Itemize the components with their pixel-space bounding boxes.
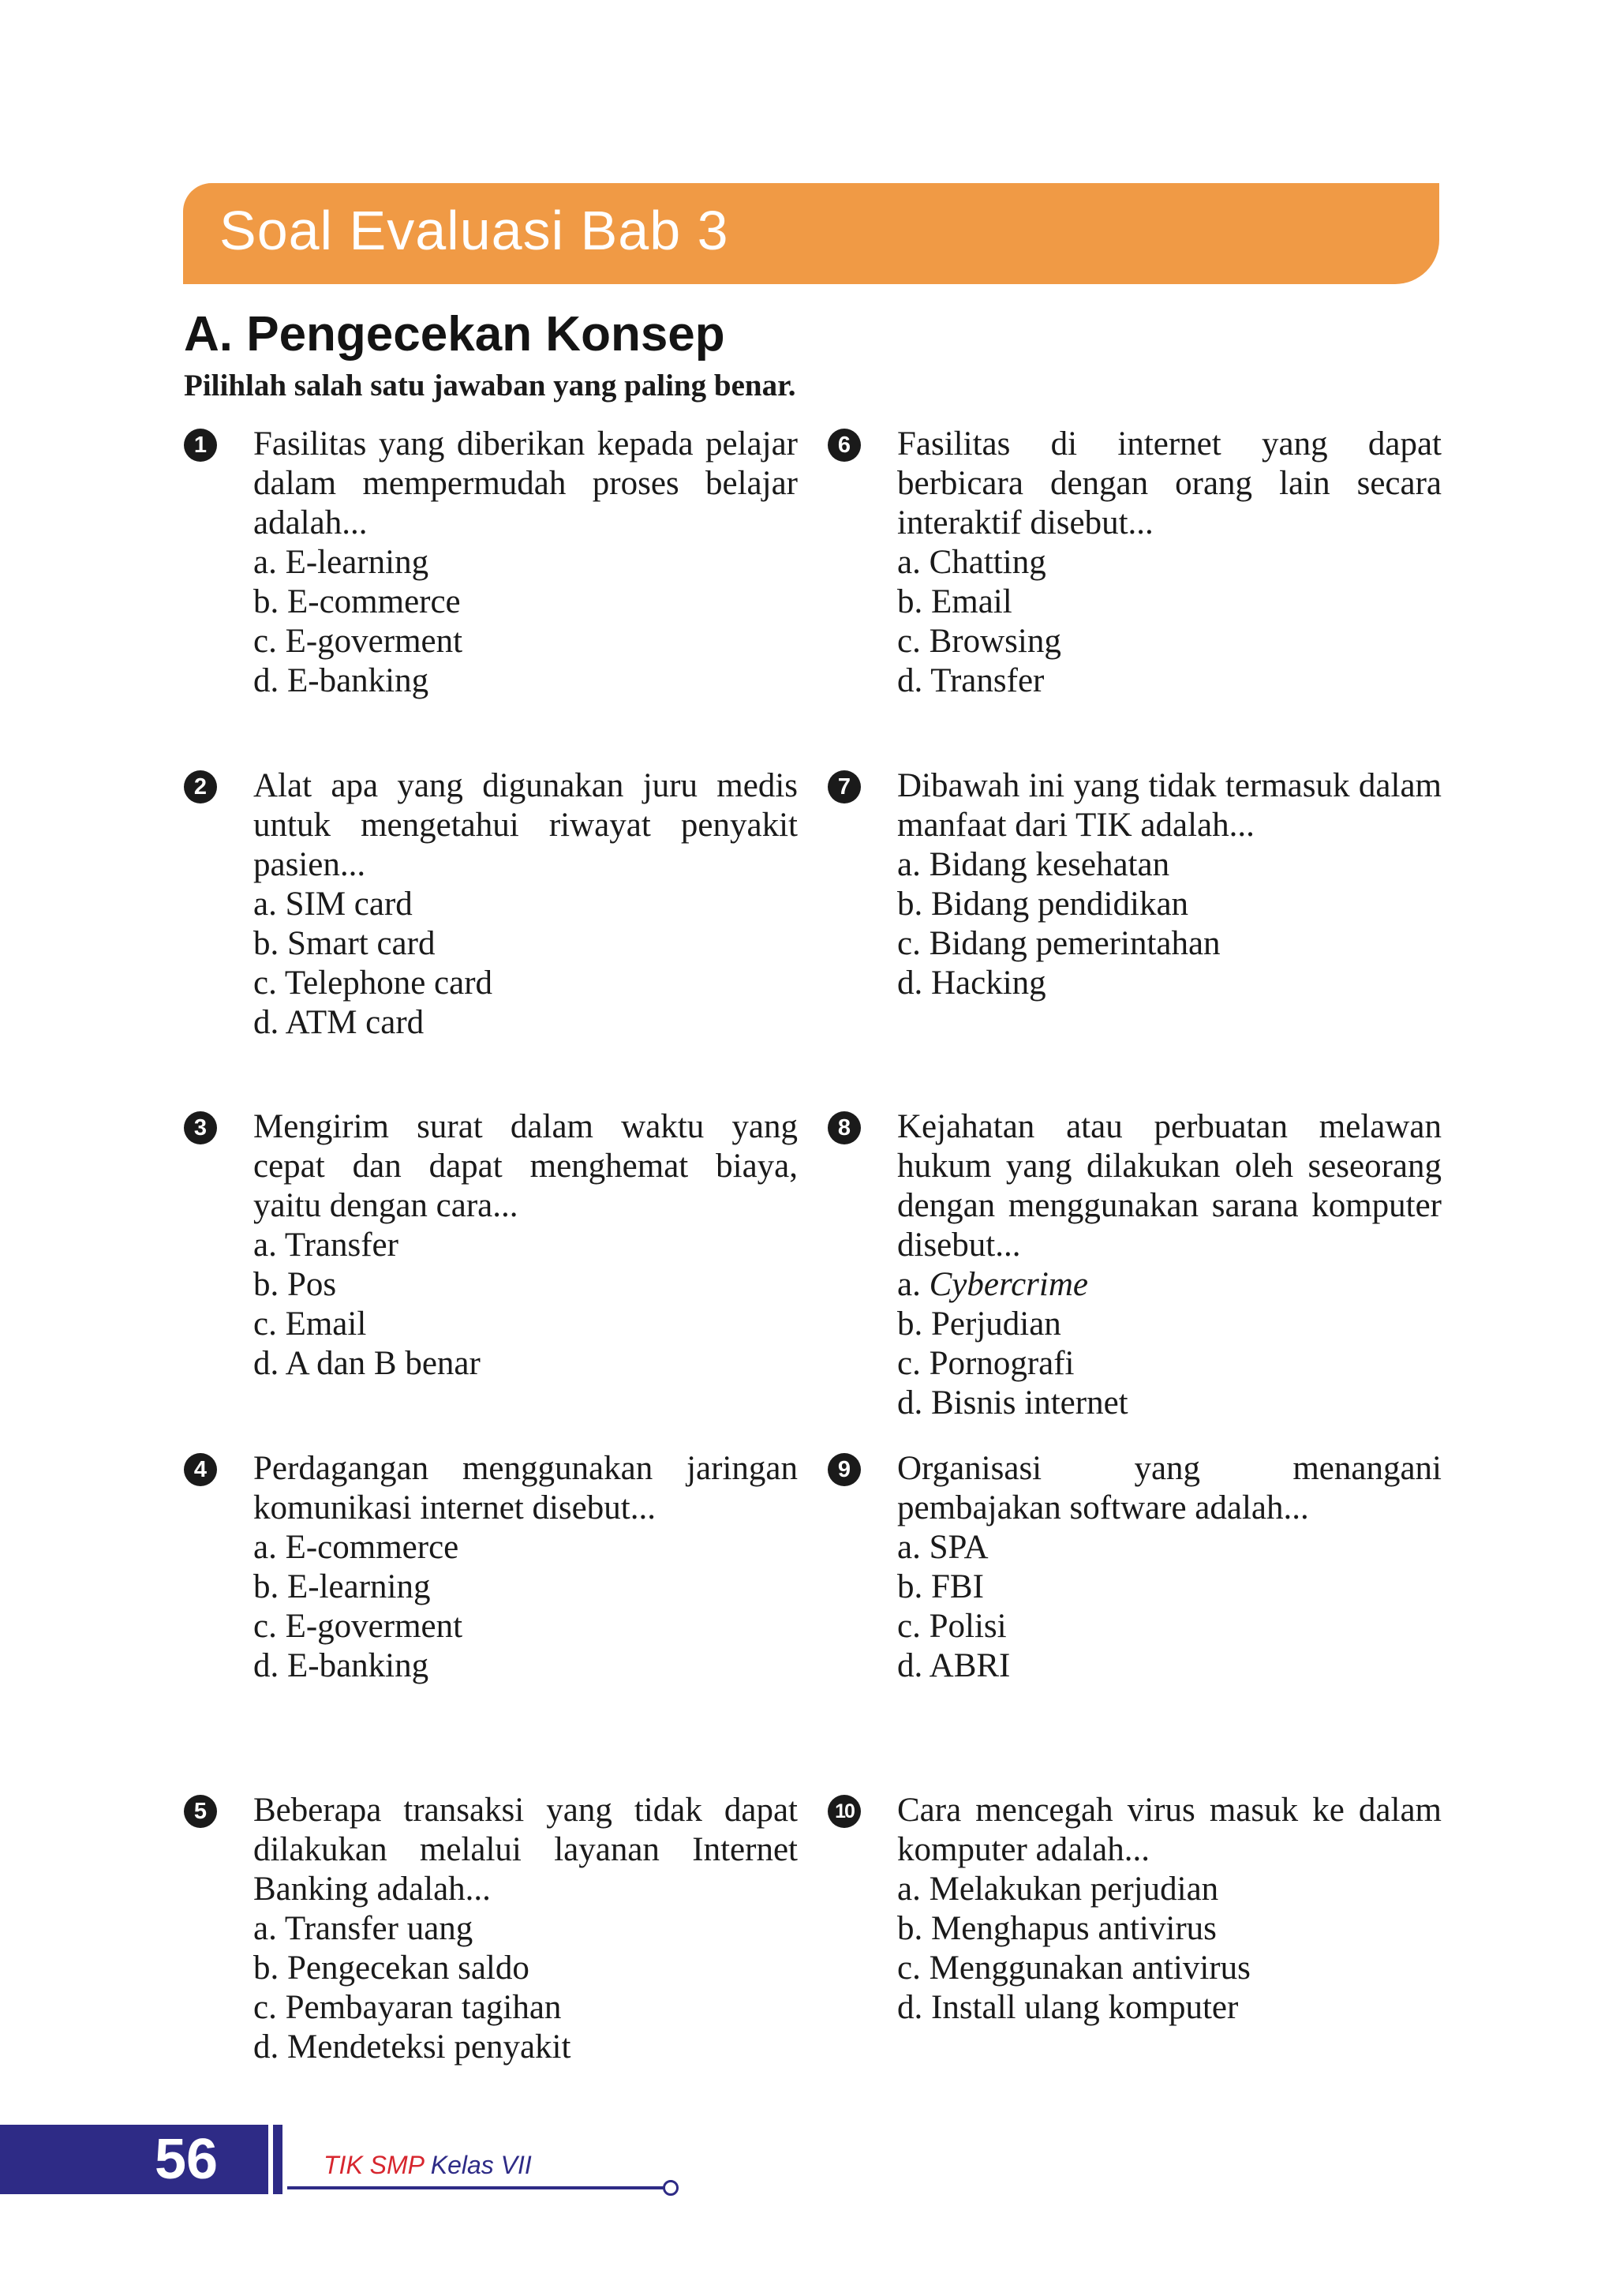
question-stem: Perdagangan menggunakan jaringan komunikasi internet disebut... (253, 1450, 798, 1526)
option-text: Transfer uang (284, 1910, 473, 1947)
option-d[interactable] (253, 1646, 798, 1686)
option-text: Smart card (287, 925, 436, 962)
option-text: Email (931, 583, 1012, 620)
option-a[interactable] (897, 1870, 1442, 1909)
option-text: E-banking (287, 662, 429, 699)
option-b[interactable] (253, 1265, 798, 1305)
option-c[interactable] (253, 1607, 798, 1646)
option-text: E-goverment (285, 623, 463, 660)
option-text: E-learning (287, 1568, 431, 1605)
option-letter: b. (897, 1910, 923, 1947)
question-4 (193, 1449, 798, 1686)
option-letter: d. (253, 1345, 279, 1382)
option-a[interactable] (253, 1226, 798, 1265)
option-c[interactable] (897, 1949, 1442, 1988)
footer-underline (287, 2186, 666, 2189)
option-letter: c. (897, 1608, 921, 1645)
option-b[interactable] (897, 885, 1442, 924)
option-letter: a. (897, 544, 921, 581)
option-letter: b. (897, 1568, 923, 1605)
question-stem: Organisasi yang menangani pembajakan software adalah... (897, 1450, 1442, 1526)
option-letter: d. (253, 1004, 279, 1041)
option-letter: c. (253, 623, 277, 660)
question-number-badge: 9 (828, 1453, 861, 1486)
question-stem: Mengirim surat dalam waktu yang cepat dan dapat menghemat biaya, yaitu dengan cara... (253, 1108, 798, 1224)
option-letter: b. (897, 583, 923, 620)
option-letter: b. (253, 1950, 279, 1987)
question-5 (193, 1791, 798, 2067)
option-letter: c. (253, 1305, 277, 1343)
option-a[interactable] (897, 543, 1442, 582)
option-b[interactable] (897, 582, 1442, 622)
option-letter: b. (253, 925, 279, 962)
option-letter: a. (897, 1871, 921, 1908)
option-d[interactable] (897, 1384, 1442, 1423)
option-text: E-commerce (287, 583, 461, 620)
option-d[interactable] (253, 1344, 798, 1384)
option-text: Bidang pendidikan (931, 886, 1189, 923)
option-a[interactable] (253, 885, 798, 924)
option-letter: a. (897, 1529, 921, 1566)
option-letter: d. (897, 1989, 923, 2026)
question-number-badge: 5 (184, 1795, 217, 1828)
option-c[interactable] (253, 964, 798, 1003)
question-8 (837, 1107, 1442, 1423)
chapter-banner (183, 183, 1439, 284)
option-c[interactable] (253, 1305, 798, 1344)
page-number: 56 (155, 2128, 219, 2191)
option-letter: d. (897, 662, 923, 699)
option-text: Polisi (929, 1608, 1007, 1645)
option-text: Chatting (929, 544, 1046, 581)
option-text: Browsing (929, 623, 1061, 660)
option-letter: c. (897, 1345, 921, 1382)
option-text: E-learning (285, 544, 429, 581)
question-7 (837, 766, 1442, 1003)
option-letter: b. (897, 886, 923, 923)
option-letter: b. (897, 1305, 923, 1343)
footer-dot-icon (663, 2180, 679, 2196)
option-text: E-commerce (285, 1529, 459, 1566)
option-text: Install ulang komputer (931, 1989, 1239, 2026)
option-text: Cybercrime (929, 1266, 1088, 1303)
question-6 (837, 425, 1442, 701)
option-text: Pengecekan saldo (287, 1950, 529, 1987)
option-text: SIM card (285, 886, 413, 923)
option-letter: b. (253, 1568, 279, 1605)
option-letter: c. (897, 623, 921, 660)
option-d[interactable] (897, 661, 1442, 701)
option-text: Pos (287, 1266, 337, 1303)
option-text: Melakukan perjudian (929, 1871, 1219, 1908)
option-letter: d. (897, 964, 923, 1002)
option-text: Menghapus antivirus (931, 1910, 1217, 1947)
option-text: Pembayaran tagihan (285, 1989, 562, 2026)
option-text: FBI (931, 1568, 984, 1605)
option-a[interactable] (897, 1265, 1442, 1305)
option-text: E-banking (287, 1647, 429, 1684)
question-number-badge: 2 (184, 770, 217, 803)
option-letter: c. (253, 1989, 277, 2026)
option-b[interactable] (897, 1305, 1442, 1344)
option-text: ABRI (929, 1647, 1011, 1684)
option-b[interactable] (897, 1567, 1442, 1607)
question-stem: Kejahatan atau perbuatan melawan hukum yang dilakukan oleh seseorang dengan menggunakan sarana komputer disebut... (897, 1108, 1442, 1264)
option-b[interactable] (253, 582, 798, 622)
footer-divider (273, 2125, 282, 2194)
option-letter: d. (253, 2028, 279, 2066)
footer-page-box (0, 2125, 268, 2194)
option-text: Bisnis internet (931, 1384, 1128, 1421)
option-d[interactable] (253, 661, 798, 701)
footer-subject: TIK SMP (324, 2151, 424, 2179)
option-d[interactable] (253, 2028, 798, 2067)
option-text: Bidang pemerintahan (929, 925, 1221, 962)
banner-title: Soal Evaluasi Bab 3 (219, 200, 729, 261)
option-text: Perjudian (931, 1305, 1061, 1343)
option-a[interactable] (253, 1528, 798, 1567)
option-letter: a. (253, 886, 277, 923)
option-d[interactable] (897, 1988, 1442, 2028)
option-letter: d. (897, 1384, 923, 1421)
question-3 (193, 1107, 798, 1384)
question-stem: Fasilitas yang diberikan kepada pelajar dalam mempermudah proses belajar adalah... (253, 425, 798, 541)
option-text: Telephone card (284, 964, 493, 1002)
question-number-badge: 6 (828, 429, 861, 462)
option-letter: c. (253, 964, 277, 1002)
option-letter: a. (897, 1266, 921, 1303)
question-number-badge: 4 (184, 1453, 217, 1486)
question-stem: Alat apa yang digunakan juru medis untuk mengetahui riwayat penyakit pasien... (253, 767, 798, 883)
option-text: A dan B benar (285, 1345, 481, 1382)
option-letter: a. (253, 1529, 277, 1566)
option-text: SPA (929, 1529, 989, 1566)
question-stem: Cara mencegah virus masuk ke dalam komputer adalah... (897, 1792, 1442, 1868)
option-letter: c. (253, 1608, 277, 1645)
option-c[interactable] (897, 1607, 1442, 1646)
option-c[interactable] (253, 1988, 798, 2028)
question-number-badge: 1 (184, 429, 217, 462)
option-b[interactable] (897, 1909, 1442, 1949)
question-number-badge: 8 (828, 1111, 861, 1144)
option-letter: a. (253, 1910, 277, 1947)
footer-grade: Kelas VII (430, 2151, 532, 2179)
question-stem: Dibawah ini yang tidak termasuk dalam manfaat dari TIK adalah... (897, 767, 1442, 844)
option-text: Menggunakan antivirus (929, 1950, 1251, 1987)
option-a[interactable] (897, 845, 1442, 885)
option-letter: b. (253, 1266, 279, 1303)
instruction-text: Pilihlah salah satu jawaban yang paling benar. (184, 369, 796, 403)
option-a[interactable] (253, 1909, 798, 1949)
question-2 (193, 766, 798, 1043)
option-letter: c. (897, 925, 921, 962)
option-text: Hacking (931, 964, 1046, 1002)
option-c[interactable] (253, 622, 798, 661)
option-letter: c. (897, 1950, 921, 1987)
question-stem: Beberapa transaksi yang tidak dapat dilakukan melalui layanan Internet Banking adalah... (253, 1792, 798, 1908)
option-letter: a. (253, 1227, 277, 1264)
question-number-badge: 7 (828, 770, 861, 803)
option-d[interactable] (897, 964, 1442, 1003)
question-10 (835, 1791, 1442, 2028)
option-text: Mendeteksi penyakit (287, 2028, 571, 2066)
option-letter: a. (897, 846, 921, 883)
option-text: Email (285, 1305, 367, 1343)
footer-book-title (324, 2151, 532, 2180)
question-stem: Fasilitas di internet yang dapat berbicara dengan orang lain secara interaktif disebut... (897, 425, 1442, 541)
question-number-badge: 10 (828, 1795, 861, 1828)
section-title: A. Pengecekan Konsep (184, 307, 725, 361)
option-letter: d. (253, 662, 279, 699)
option-letter: b. (253, 583, 279, 620)
option-c[interactable] (897, 1344, 1442, 1384)
option-text: E-goverment (285, 1608, 463, 1645)
option-a[interactable] (897, 1528, 1442, 1567)
option-letter: d. (253, 1647, 279, 1684)
option-a[interactable] (253, 543, 798, 582)
option-c[interactable] (897, 924, 1442, 964)
option-text: Pornografi (929, 1345, 1075, 1382)
option-d[interactable] (897, 1646, 1442, 1686)
option-letter: a. (253, 544, 277, 581)
question-9 (837, 1449, 1442, 1686)
option-b[interactable] (253, 1567, 798, 1607)
option-d[interactable] (253, 1003, 798, 1043)
option-c[interactable] (897, 622, 1442, 661)
option-letter: d. (897, 1647, 923, 1684)
option-text: Bidang kesehatan (929, 846, 1170, 883)
question-1 (193, 425, 798, 701)
option-b[interactable] (253, 1949, 798, 1988)
question-number-badge: 3 (184, 1111, 217, 1144)
option-text: ATM card (285, 1004, 425, 1041)
option-text: Transfer (284, 1227, 398, 1264)
option-b[interactable] (253, 924, 798, 964)
option-text: Transfer (930, 662, 1045, 699)
